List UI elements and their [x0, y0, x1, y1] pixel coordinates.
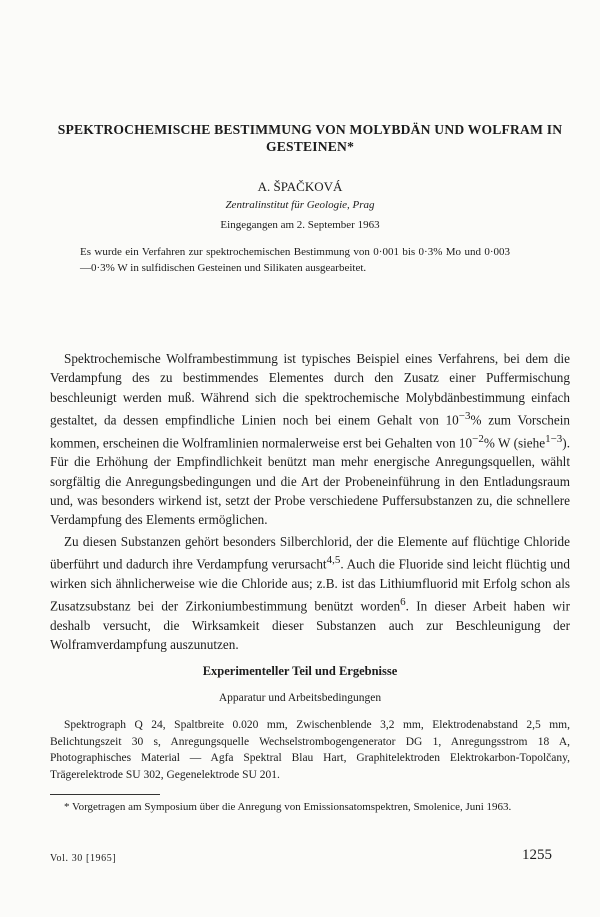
p1-text-d: ). Für die Erhöhung der Empfindlichkeit benützt man mehr energische Anregungsquellen, wählt sorgfältig die Anregungsbedingungen und die Art der Probeneinführung in den Entladungsraum und, was besonders wirkend ist, setzt der Probe verschiedene Puffersubstanzen zu, die schnellere Verdampfung des Elements ermöglichen.	[50, 434, 570, 528]
p2-superscript-2: 6	[400, 596, 406, 609]
article-title: SPEKTROCHEMISCHE BESTIMMUNG VON MOLYBDÄN UND WOLFRAM IN GESTEINEN*	[57, 122, 563, 154]
p1-superscript-2: −2	[472, 432, 484, 445]
p2-text-b: . Auch die Fluoride sind leicht flüchtig und wirken sich ähnlicherweise wie die Chloride aus; z.B. ist das Lithiumfluorid mit Erfolg schon als Zusatzsubstanz bei der Zirkoniumbestimmung benützt worden	[50, 556, 570, 614]
apparatus-paragraph: Spektrograph Q 24, Spaltbreite 0.020 mm, Zwischenblende 3,2 mm, Elektrodenabstand 2,5 mm, Belichtungszeit 30 s, Anregungsquelle Wechselstrombogengenerator DG 1, Anregungsstrom 18 A, Photographisches Material — Agfa Spektral Blau Hart, Graphitelektroden Elektrokarbon-Topolčany, Trägerelektrode SU 302, Gegenelektrode SU 201.	[50, 719, 570, 781]
p1-text-b: % zum Vorschein kommen, erscheinen die Wolframlinien normalerweise erst bei Gehalten von 10	[50, 412, 570, 450]
p1-superscript-3: 1−3	[545, 432, 563, 445]
author-name: A. ŠPAČKOVÁ	[257, 179, 343, 194]
section-heading: Experimenteller Teil und Ergebnisse	[202, 664, 398, 678]
p1-text-a: Spektrochemische Wolframbestimmung ist typisches Beispiel eines Verfahrens, bei dem die Verdampfung des zu bestimmendes Elementes durch den Zusatz einer Puffermischung beschleunigt werden muß. Während sich die spektrochemische Molybdänbestimmung einfach gestaltet, da dessen empfindliche Linien noch bei einem Gehalt von 10	[50, 351, 570, 428]
body-paragraph-1	[50, 349, 570, 529]
journal-reference: Vol. 30 [1965]	[50, 853, 117, 864]
page-number: 1255	[522, 847, 552, 863]
p2-text-a: Zu diesen Substanzen gehört besonders Silberchlorid, der die Elemente auf flüchtige Chloride überführt und dadurch ihre Verdampfung verursacht	[50, 534, 570, 572]
p2-superscript-1: 4,5	[326, 554, 341, 567]
footnote: * Vorgetragen am Symposium über die Anregung von Emissionsatomspektren, Smolenice, Juni 1963.	[64, 801, 512, 813]
p1-text-c: % W (siehe	[483, 434, 546, 450]
body-paragraph-2	[50, 532, 570, 655]
subsection-heading: Apparatur und Arbeitsbedingungen	[218, 692, 382, 704]
p1-superscript-1: −3	[458, 409, 471, 422]
p2-text-c: . In dieser Arbeit haben wir deshalb versucht, die Wirksamkeit dieser Substanzen auch zur Beschleunigung der Wolframverdampfung auszunutzen.	[50, 598, 570, 653]
abstract: Es wurde ein Verfahren zur spektrochemischen Bestimmung von 0·001 bis 0·3% Mo und 0·003—0·3% W in sulfidischen Gesteinen und Silikaten ausgearbeitet.	[80, 246, 510, 274]
footnote-divider	[50, 794, 160, 795]
received-date: Eingegangen am 2. September 1963	[220, 219, 380, 231]
author-affiliation: Zentralinstitut für Geologie, Prag	[225, 199, 375, 211]
